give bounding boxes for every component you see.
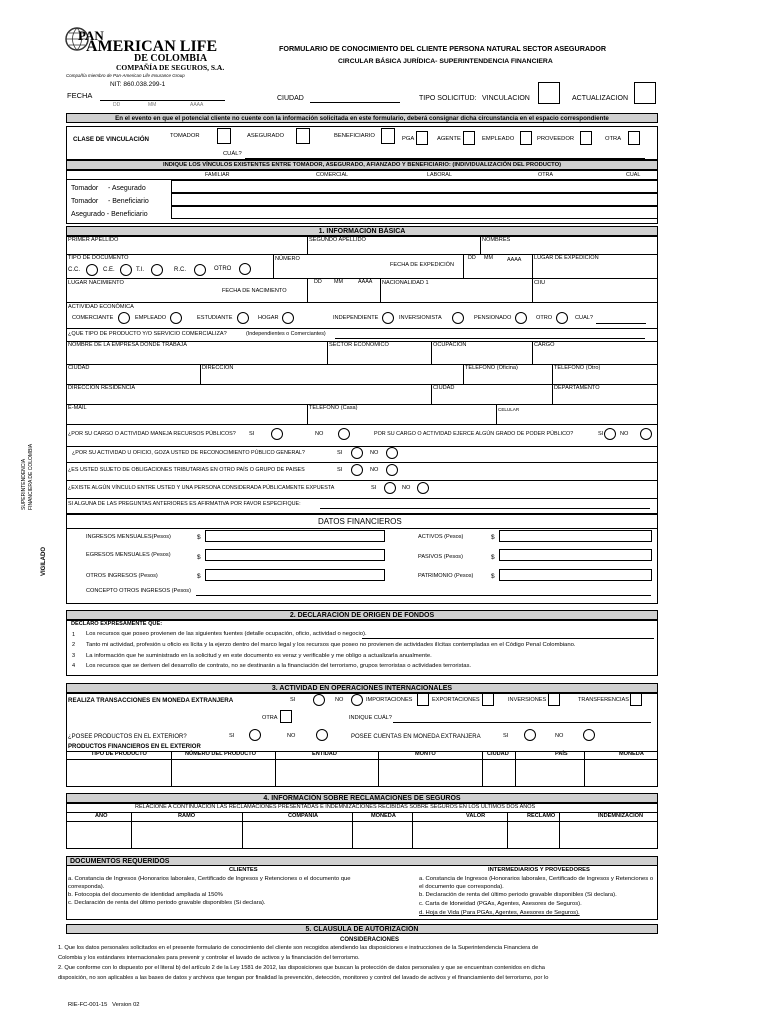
fexp-aaaa: AAAA — [507, 257, 522, 263]
actualizacion-checkbox[interactable] — [634, 82, 656, 104]
q4-no-radio[interactable] — [386, 464, 398, 476]
tipo-documento-label: TIPO DE DOCUMENTO — [68, 255, 129, 261]
ce-label: C.E. — [103, 267, 115, 273]
logo-tagline: Compañía miembro de Pan-American Life Insurance Group — [66, 73, 185, 78]
ocupacion-label: OCUPACIÓN — [433, 342, 467, 348]
prod-col-entidad: ENTIDAD — [312, 751, 337, 757]
cargo-label: CARGO — [534, 342, 555, 348]
realiza-si-label: SI — [290, 697, 296, 703]
patrimonio-peso: $ — [491, 573, 495, 580]
clase-tomador: TOMADOR — [170, 133, 200, 139]
posee-no-label: NO — [287, 733, 296, 739]
fecha-label: FECHA — [67, 91, 93, 100]
clase-proveedor: PROVEEDOR — [537, 136, 575, 142]
tipo-solicitud-label: TIPO SOLICITUD: — [419, 95, 477, 102]
ingresos-input[interactable] — [205, 530, 385, 542]
primer-apellido-label: PRIMER APELLIDO — [68, 237, 119, 243]
indique-cual-label: INDIQUE CUÁL? — [349, 715, 392, 721]
doc-cliente-c: c. Declaración de renta del último periodo gravable disponibles (Si declara). — [68, 900, 266, 906]
patrimonio-label: PATRIMONIO (Pesos) — [418, 573, 474, 579]
origen-num-1: 1 — [72, 632, 76, 638]
prod-col-ciudad: CIUDAD — [487, 751, 509, 757]
inversiones-checkbox[interactable] — [548, 693, 560, 706]
rec-col-compania: COMPAÑÍA — [288, 813, 319, 819]
vinculos-col-otra: OTRA — [538, 172, 553, 178]
independientes-note: (Independientes o Comerciantes) — [246, 331, 326, 337]
clausula-p1: 1. Que los datos personales solicitados en el presente formulario de conocimiento del cliente son recogidos atendiendo las disposiciones e instrucciones de la Superintendencia Financiera de — [58, 945, 539, 951]
origen-item-2: Tanto mi actividad, profesión u oficio es lícita y la ejerzo dentro del marco legal y los recursos que poseo no provienen de actividades ilícitas contempladas en el Código Penal Colombiano. — [86, 642, 576, 648]
pasivos-peso: $ — [491, 554, 495, 561]
ingresos-peso: $ — [197, 534, 201, 541]
email-label: E-MAIL — [68, 405, 87, 411]
otro-actividad-radio[interactable] — [556, 312, 568, 324]
clase-agente: AGENTE — [437, 136, 461, 142]
doc-inter-a2: el documento que corresponda). — [419, 884, 504, 890]
nit-label: NIT: 860.038.299-1 — [110, 81, 166, 88]
celular-label: CELULAR — [498, 407, 520, 412]
cc-radio[interactable] — [86, 264, 98, 276]
tomador-checkbox[interactable] — [217, 128, 231, 144]
sector-label: SECTOR ECONÓMICO — [329, 342, 389, 348]
realiza-no-radio[interactable] — [351, 694, 363, 706]
comerciante-label: COMERCIANTE — [72, 315, 114, 321]
logo-de-colombia: DE COLOMBIA — [134, 53, 208, 64]
q5-no-radio[interactable] — [417, 482, 429, 494]
q4-si-radio[interactable] — [351, 464, 363, 476]
ti-label: T.I. — [136, 267, 145, 273]
independiente-radio[interactable] — [382, 312, 394, 324]
departamento-label: DEPARTAMENTO — [554, 385, 600, 391]
ce-radio[interactable] — [120, 264, 132, 276]
prod-col-moneda: MONEDA — [619, 751, 644, 757]
cuentas-si-radio[interactable] — [524, 729, 536, 741]
especifique-label: SI ALGUNA DE LAS PREGUNTAS ANTERIORES ES AFIRMATIVA POR FAVOR ESPECIFIQUE: — [68, 501, 301, 507]
fecha-dd: DD — [113, 102, 121, 108]
cual-actividad-label: CUAL? — [575, 315, 594, 321]
egresos-input[interactable] — [205, 549, 385, 561]
pasivos-input[interactable] — [499, 549, 652, 561]
nacionalidad-label: NACIONALIDAD 1 — [382, 280, 429, 286]
obligaciones-tributarias-question: ¿ES USTED SUJETO DE OBLIGACIONES TRIBUTARIAS EN OTRO PAÍS O GRUPO DE PAISES — [68, 467, 305, 473]
clausula-p2: 2. Que conforme con lo dispuesto por el literal b) del artículo 2 de la Ley 1581 de 2012, las disposiciones que buscan la protección de datos personales y que se encuentran contenidos en dicha — [58, 965, 545, 971]
logo-american-life: AMERICAN LIFE — [86, 38, 218, 55]
vinculacion-label: VINCULACION — [482, 95, 530, 102]
vinculos-col-laboral: LABORAL — [427, 172, 452, 178]
prod-col-tipo: TIPO DE PRODUCTO — [91, 751, 147, 757]
agente-checkbox[interactable] — [463, 131, 475, 145]
clase-asegurado: ASEGURADO — [247, 133, 285, 139]
direccion-label: DIRECCIÓN — [202, 365, 234, 371]
q4-no-label: NO — [370, 467, 379, 473]
otra-operacion-label: OTRA — [262, 715, 278, 721]
exportaciones-label: EXPORTACIONES — [432, 697, 480, 703]
lugar-nacimiento-label: LUGAR NACIMIENTO — [68, 280, 124, 286]
clase-beneficiario: BENEFICIARIO — [334, 133, 375, 139]
rec-col-valor: VALOR — [466, 813, 486, 819]
origen-num-4: 4 — [72, 663, 76, 669]
otros-peso: $ — [197, 573, 201, 580]
ciudad-label: CIUDAD — [277, 95, 304, 102]
hogar-radio[interactable] — [282, 312, 294, 324]
estudiante-radio[interactable] — [237, 312, 249, 324]
superintendencia-side: SUPERINTENDENCIA FINANCIERA DE COLOMBIA — [21, 443, 34, 510]
vinculos-row-1: Tomador - Asegurado — [71, 185, 146, 192]
cc-label: C.C. — [68, 267, 80, 273]
fnac-aaaa: AAAA — [358, 279, 373, 285]
clase-pga: PGA — [402, 136, 415, 142]
segundo-apellido-label: SEGUNDO APELLIDO — [309, 237, 366, 243]
exportaciones-checkbox[interactable] — [482, 693, 494, 706]
empleado-checkbox[interactable] — [520, 131, 532, 145]
vinculos-col-comercial: COMERCIAL — [316, 172, 349, 178]
otros-ingresos-input[interactable] — [205, 569, 385, 581]
q1-no-label: NO — [315, 431, 324, 437]
fexp-mm: MM — [484, 255, 493, 261]
posee-cuentas-label: POSEE CUENTAS EN MONEDA EXTRANJERA — [351, 734, 481, 740]
doc-cliente-a: a. Constancia de Ingresos (Honorarios laborales, Certificado de Ingresos y Retenciones o el documento que — [68, 876, 351, 882]
importaciones-checkbox[interactable] — [417, 693, 429, 706]
importaciones-label: IMPORTACIONES — [366, 697, 413, 703]
clausula-p2b: disposición, no son aplicables a las bases de datos y archivos que tengan por finalidad la prevención, detección, monitoreo y control del lavado de activos y el financiamiento del terrorismo, por lo — [58, 975, 549, 981]
inversiones-label: INVERSIONES — [508, 697, 547, 703]
fecha-mm: MM — [148, 102, 157, 108]
empresa-label: NOMBRE DE LA EMPRESA DONDE TRABAJA — [68, 342, 187, 348]
otros-ingresos-label: OTROS INGRESOS (Pesos) — [86, 573, 158, 579]
fecha-nacimiento-label: FECHA DE NACIMIENTO — [222, 288, 287, 294]
egresos-peso: $ — [197, 554, 201, 561]
section-2-title: 2. DECLARACIÓN DE ORIGEN DE FONDOS — [66, 610, 658, 620]
q1-si-label: SI — [249, 431, 255, 437]
vigilado-side: VIGILADO — [41, 546, 47, 576]
origen-num-2: 2 — [72, 642, 76, 648]
section-1-title: 1. INFORMACIÓN BÁSICA — [66, 226, 658, 236]
vinculo-pep-question: ¿EXISTE ALGÚN VÍNCULO ENTRE USTED Y UNA PERSONA CONSIDERADA PÚBLICAMENTE EXPUESTA — [68, 485, 335, 491]
doc-cliente-a2: corresponda). — [68, 884, 105, 890]
pensionado-label: PENSIONADO — [474, 315, 512, 321]
poder-publico-question: POR SU CARGO O ACTIVIDAD EJERCE ALGÚN GRADO DE PODER PÚBLICO? — [374, 431, 574, 437]
origen-item-1: Los recursos que poseo provienen de las siguientes fuentes (detalle ocupación, oficio, actividad o negocio). — [86, 631, 367, 637]
rec-col-ano: AÑO — [95, 813, 108, 819]
vinculos-col-familiar: FAMILIAR — [205, 172, 230, 178]
pga-checkbox[interactable] — [416, 131, 428, 145]
otra-operacion-checkbox[interactable] — [280, 710, 292, 723]
section-4-title: 4. INFORMACIÓN SOBRE RECLAMACIONES DE SEGUROS — [66, 793, 658, 803]
ciiu-label: CIIU — [534, 280, 546, 286]
prod-col-numero: NÚMERO DEL PRODUCTO — [185, 751, 256, 757]
estudiante-label: ESTUDIANTE — [197, 315, 233, 321]
telefono-casa-label: TELÉFONO (Casa) — [309, 405, 358, 411]
q4-si-label: SI — [337, 467, 343, 473]
clausula-p1b: Colombia y los estándares internacionales para prevenir y controlar el lavado de activos y la financiación del terrorismo. — [58, 955, 360, 961]
q3-si-radio[interactable] — [351, 447, 363, 459]
rc-label: R.C. — [174, 267, 186, 273]
fnac-dd: DD — [314, 279, 322, 285]
fnac-mm: MM — [334, 279, 343, 285]
independiente-label: INDEPENDIENTE — [333, 315, 379, 321]
q1-no-radio[interactable] — [338, 428, 350, 440]
cuentas-si-label: SI — [503, 733, 509, 739]
fexp-dd: DD — [468, 255, 476, 261]
q5-no-label: NO — [402, 485, 411, 491]
transferencias-checkbox[interactable] — [630, 693, 642, 706]
consideraciones-title: CONSIDERACIONES — [340, 937, 400, 943]
posee-productos-label: ¿POSEE PRODUCTOS EN EL EXTERIOR? — [68, 734, 187, 740]
otro-doc-radio[interactable] — [239, 263, 251, 275]
actividad-economica-label: ACTIVIDAD ECONÓMICA — [68, 304, 134, 310]
vinculos-title: INDIQUE LOS VÍNCULOS EXISTENTES ENTRE TOMADOR, ASEGURADO, AFIANZADO Y BENEFICIARIO: (INDIVIDUALIZACIÓN DEL PRODUCTO) — [66, 160, 658, 170]
declaro-label: DECLARO EXPRESAMENTE QUE: — [71, 621, 163, 627]
ti-radio[interactable] — [151, 264, 163, 276]
logo-company: COMPAÑÍA DE SEGUROS, S.A. — [116, 63, 225, 72]
patrimonio-input[interactable] — [499, 569, 652, 581]
clase-empleado: EMPLEADO — [482, 136, 515, 142]
posee-si-label: SI — [229, 733, 235, 739]
doc-inter-a: a. Constancia de Ingresos (Honorarios laborales, Certificado de Ingresos y Retenciones o — [419, 876, 654, 882]
doc-cliente-b: b. Fotocopia del documento de identidad ampliada al 150% — [68, 892, 223, 898]
clientes-title: CLIENTES — [229, 867, 258, 873]
company-logo — [64, 26, 244, 82]
activos-input[interactable] — [499, 530, 652, 542]
clase-vinculacion-box — [66, 126, 658, 160]
otro-doc-label: OTRO — [214, 266, 232, 272]
q3-no-label: NO — [370, 450, 379, 456]
logo-pan: PAN — [78, 28, 104, 43]
vinculos-input-2[interactable] — [171, 193, 658, 206]
prod-col-pais: PAÍS — [555, 751, 568, 757]
asegurado-checkbox[interactable] — [296, 128, 310, 144]
rec-col-ramo: RAMO — [178, 813, 196, 819]
origen-item-3: La información que he suministrado en la solicitud y en este documento es veraz y verificable y me obligo a actualizarla anualmente. — [86, 653, 432, 659]
ingresos-label: INGRESOS MENSUALES(Pesos) — [86, 534, 171, 540]
comerciante-radio[interactable] — [118, 312, 130, 324]
egresos-label: EGRESOS MENSUALES (Pesos) — [86, 552, 171, 558]
form-title: FORMULARIO DE CONOCIMIENTO DEL CLIENTE PERSONA NATURAL SECTOR ASEGURADOR — [279, 44, 607, 53]
q2-si-radio[interactable] — [604, 428, 616, 440]
origen-num-3: 3 — [72, 653, 76, 659]
section-3-title: 3. ACTIVIDAD EN OPERACIONES INTERNACIONALES — [66, 683, 658, 693]
actualizacion-label: ACTUALIZACION — [572, 95, 629, 102]
telefono-otro-label: TELÉFONO (Otro) — [554, 365, 601, 371]
doc-inter-b: b. Declaración de renta del último periodo gravable disponibles (Si declara). — [419, 892, 617, 898]
doc-inter-c: c. Carta de Idoneidad (PGAs, Agentes, Asesores de Seguros). — [419, 901, 582, 907]
fecha-aaaa: AAAA — [190, 102, 204, 108]
inversionista-radio[interactable] — [452, 312, 464, 324]
reclamaciones-instructions: RELACIONE A CONTINUACIÓN LAS RECLAMACIONES PRESENTADAS E INDEMNIZACIONES RECIBIDAS SOBRE SEGUROS EN LOS ÚLTIMOS DOS AÑOS — [135, 804, 536, 810]
vinculos-input-3[interactable] — [171, 206, 658, 219]
telefono-oficina-label: TELÉFONO (Oficina) — [465, 365, 518, 371]
ciudad-trabajo-label: CIUDAD — [68, 365, 90, 371]
reconocimiento-question: ¿POR SU ACTIVIDAD U OFICIO, GOZA USTED DE RECONOCIMIENTO PÚBLICO GENERAL? — [72, 450, 305, 456]
cuentas-no-label: NO — [555, 733, 564, 739]
form-version: RIE-FC-001-15 Version 02 — [68, 1002, 140, 1008]
q5-si-label: SI — [371, 485, 377, 491]
producto-question: ¿QUE TIPO DE PRODUCTO Y/O SERVICIO COMERCIALIZA? — [68, 331, 227, 337]
pasivos-label: PASIVOS (Pesos) — [418, 554, 463, 560]
clase-otra: OTRA — [605, 136, 622, 142]
realiza-transacciones-label: REALIZA TRANSACCIONES EN MONEDA EXTRANJERA — [68, 697, 234, 704]
rec-col-moneda: MONEDA — [371, 813, 396, 819]
notice-banner: En el evento en que el potencial cliente no cuente con la información solicitada en este formulario, deberá consignar dicha circunstancia en el espacio correspondiente — [66, 113, 658, 123]
concepto-otros-label: CONCEPTO OTROS INGRESOS (Pesos) — [86, 588, 191, 594]
rec-col-indemnizacion: INDEMNIZACIÓN — [598, 813, 644, 819]
vinculacion-checkbox[interactable] — [538, 82, 560, 104]
rec-col-reclamo: RECLAMO — [527, 813, 556, 819]
intermediarios-title: INTERMEDIARIOS Y PROVEEDORES — [488, 867, 590, 873]
fecha-expedicion-label: FECHA DE EXPEDICIÓN — [390, 262, 455, 268]
q5-si-radio[interactable] — [384, 482, 396, 494]
prod-col-monto: MONTO — [415, 751, 436, 757]
direccion-residencia-label: DIRECCIÓN RESIDENCIA — [68, 385, 136, 391]
origen-item-4: Los recursos que se deriven del desarrollo de contrato, no se destinarán a la financiación del terrorismo, grupos terroristas o actividades terroristas. — [86, 663, 472, 669]
activos-peso: $ — [491, 534, 495, 541]
recursos-publicos-question: ¿POR SU CARGO O ACTIVIDAD MANEJA RECURSOS PÚBLICOS? — [68, 431, 236, 437]
inversionista-label: INVERSIONISTA — [399, 315, 442, 321]
vinculos-input-1[interactable] — [171, 180, 658, 193]
section-5-title: 5. CLAUSULA DE AUTORIZACIÓN — [66, 924, 658, 934]
q1-si-radio[interactable] — [271, 428, 283, 440]
vinculos-row-3: Asegurado - Beneficiario — [71, 211, 148, 218]
q2-no-radio[interactable] — [640, 428, 652, 440]
clase-vinculacion-label: CLASE DE VINCULACIÓN — [73, 136, 149, 143]
hogar-label: HOGAR — [258, 315, 279, 321]
documentos-title: DOCUMENTOS REQUERIDOS — [70, 858, 170, 865]
pensionado-radio[interactable] — [515, 312, 527, 324]
q2-no-label: NO — [620, 431, 629, 437]
productos-exterior-label: PRODUCTOS FINANCIEROS EN EL EXTERIOR — [68, 744, 201, 750]
proveedor-checkbox[interactable] — [580, 131, 592, 145]
transferencias-label: TRANSFERENCIAS — [578, 697, 629, 703]
activos-label: ACTIVOS (Pesos) — [418, 534, 464, 540]
lugar-expedicion-label: LUGAR DE EXPEDICIÓN — [534, 255, 599, 261]
empleado-radio[interactable] — [170, 312, 182, 324]
ciudad-residencia-label: CIUDAD — [433, 385, 455, 391]
posee-si-radio[interactable] — [249, 729, 261, 741]
cuentas-no-radio[interactable] — [583, 729, 595, 741]
section-3-box — [66, 693, 658, 787]
posee-no-radio[interactable] — [316, 729, 328, 741]
realiza-no-label: NO — [335, 697, 344, 703]
empleado-label: EMPLEADO — [135, 315, 167, 321]
otro-actividad-label: OTRO — [536, 315, 553, 321]
nombres-label: NOMBRES — [482, 237, 511, 243]
datos-financieros-title: DATOS FINANCIEROS — [318, 517, 402, 526]
beneficiario-checkbox[interactable] — [381, 128, 395, 144]
q2-si-label: SI — [598, 431, 604, 437]
q3-no-radio[interactable] — [386, 447, 398, 459]
doc-inter-d: d. Hoja de Vida (Para PGAs, Agentes, Asesores de Seguros). — [419, 910, 580, 916]
form-subtitle: CIRCULAR BÁSICA JURÍDICA- SUPERINTENDENCIA FINANCIERA — [338, 58, 553, 65]
vinculos-col-cual: CUAL — [626, 172, 641, 178]
otra-checkbox[interactable] — [628, 131, 640, 145]
realiza-si-radio[interactable] — [313, 694, 325, 706]
numero-label: NÚMERO — [275, 256, 300, 262]
vinculos-row-2: Tomador - Beneficiario — [71, 198, 149, 205]
clase-cual: CUÁL? — [223, 151, 242, 157]
rc-radio[interactable] — [194, 264, 206, 276]
q3-si-label: SI — [337, 450, 343, 456]
